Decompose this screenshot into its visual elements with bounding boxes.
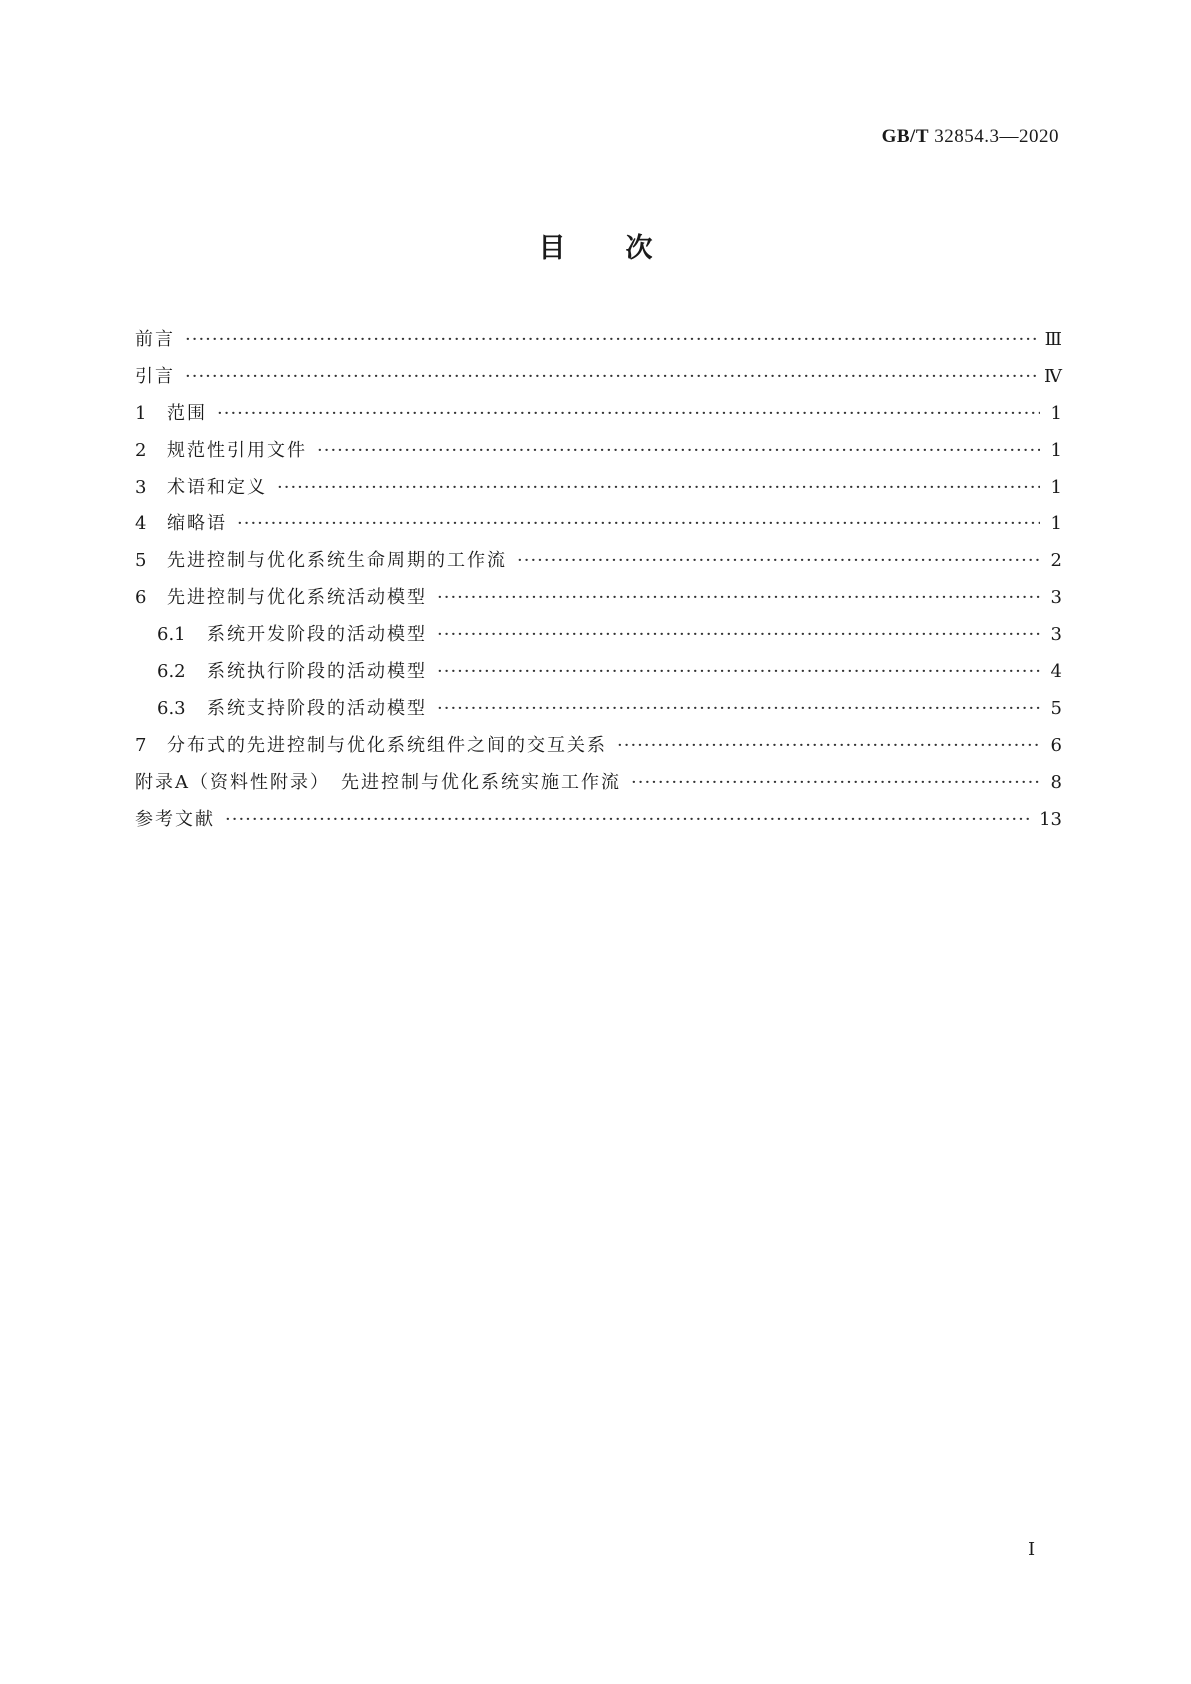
- toc-dot-leader: [617, 728, 1040, 765]
- toc-dot-leader: [317, 433, 1040, 470]
- toc-entry[interactable]: [135, 654, 1062, 691]
- toc-dot-leader: [185, 322, 1037, 359]
- toc-entry-label: 附录A（资料性附录） 先进控制与优化系统实施工作流: [135, 771, 621, 793]
- standard-prefix: GB/T: [881, 126, 929, 147]
- toc-dot-leader: [225, 802, 1031, 839]
- toc-dot-leader: [237, 506, 1040, 543]
- toc-entry-page: 1: [1050, 513, 1062, 535]
- toc-entry-number: 3: [135, 476, 147, 498]
- toc-entry-label: 前言: [135, 329, 175, 350]
- toc-entry-number: 7: [135, 734, 147, 756]
- toc-entry-number: 6.1: [157, 624, 186, 646]
- toc-entry-page: 2: [1050, 550, 1062, 572]
- toc-entry[interactable]: [135, 802, 1062, 839]
- toc-entry-label: 规范性引用文件: [167, 439, 307, 461]
- toc-entry-number: 1: [135, 402, 147, 424]
- toc-entry-label: 先进控制与优化系统活动模型: [167, 587, 427, 609]
- toc-entry-page: 8: [1050, 771, 1062, 793]
- toc-dot-leader: [277, 470, 1040, 507]
- toc-entry[interactable]: [135, 543, 1062, 580]
- toc-entry[interactable]: [135, 396, 1062, 433]
- toc-entry-label: 范围: [167, 402, 207, 424]
- toc-entry[interactable]: [135, 322, 1062, 359]
- toc-entry-page: 5: [1050, 697, 1062, 719]
- toc-entry-number: 6: [135, 587, 147, 609]
- toc-entry-page: 6: [1050, 734, 1062, 756]
- standard-number: 32854.3—2020: [934, 126, 1059, 147]
- toc-list: [135, 322, 1062, 838]
- toc-dot-leader: [437, 691, 1040, 728]
- toc-entry-page: Ⅳ: [1044, 365, 1062, 387]
- toc-entry-number: 6.3: [157, 697, 186, 719]
- toc-entry[interactable]: [135, 765, 1062, 802]
- toc-entry-page: 3: [1050, 587, 1062, 609]
- toc-entry-page: 1: [1050, 439, 1062, 461]
- toc-entry-label: 缩略语: [167, 513, 227, 535]
- toc-entry[interactable]: [135, 691, 1062, 728]
- page-number: Ⅰ: [1028, 1539, 1036, 1560]
- toc-entry[interactable]: [135, 580, 1062, 617]
- toc-dot-leader: [437, 580, 1040, 617]
- toc-entry-label: 引言: [135, 365, 175, 387]
- standard-code: [882, 126, 1059, 148]
- toc-entry-number: 4: [135, 513, 147, 535]
- toc-entry-page: Ⅲ: [1044, 329, 1062, 350]
- toc-entry-label: 系统执行阶段的活动模型: [207, 661, 427, 683]
- toc-entry-page: 1: [1050, 476, 1062, 498]
- toc-dot-leader: [517, 543, 1040, 580]
- toc-dot-leader: [437, 654, 1040, 691]
- toc-entry[interactable]: [135, 506, 1062, 543]
- toc-dot-leader: [185, 359, 1036, 396]
- toc-entry-label: 系统开发阶段的活动模型: [207, 624, 427, 646]
- toc-entry-number: 2: [135, 439, 147, 461]
- toc-entry-label: 分布式的先进控制与优化系统组件之间的交互关系: [167, 734, 607, 756]
- toc-dot-leader: [217, 396, 1040, 433]
- toc-entry-label: 术语和定义: [167, 476, 267, 498]
- toc-title: 目次: [538, 233, 713, 264]
- toc-entry[interactable]: [135, 433, 1062, 470]
- toc-entry-label: 系统支持阶段的活动模型: [207, 697, 427, 719]
- toc-entry-number: 5: [135, 550, 147, 572]
- toc-entry[interactable]: [135, 728, 1062, 765]
- toc-entry-page: 1: [1050, 402, 1062, 424]
- toc-entry-number: 6.2: [157, 661, 186, 683]
- toc-entry-page: 13: [1039, 808, 1062, 830]
- toc-entry[interactable]: [135, 470, 1062, 507]
- toc-dot-leader: [437, 617, 1040, 654]
- toc-entry-label: 先进控制与优化系统生命周期的工作流: [167, 550, 507, 572]
- toc-entry-label: 参考文献: [135, 808, 215, 830]
- toc-entry[interactable]: [135, 359, 1062, 396]
- toc-entry-page: 4: [1050, 661, 1062, 683]
- toc-entry-page: 3: [1050, 624, 1062, 646]
- toc-dot-leader: [631, 765, 1040, 802]
- toc-entry[interactable]: [135, 617, 1062, 654]
